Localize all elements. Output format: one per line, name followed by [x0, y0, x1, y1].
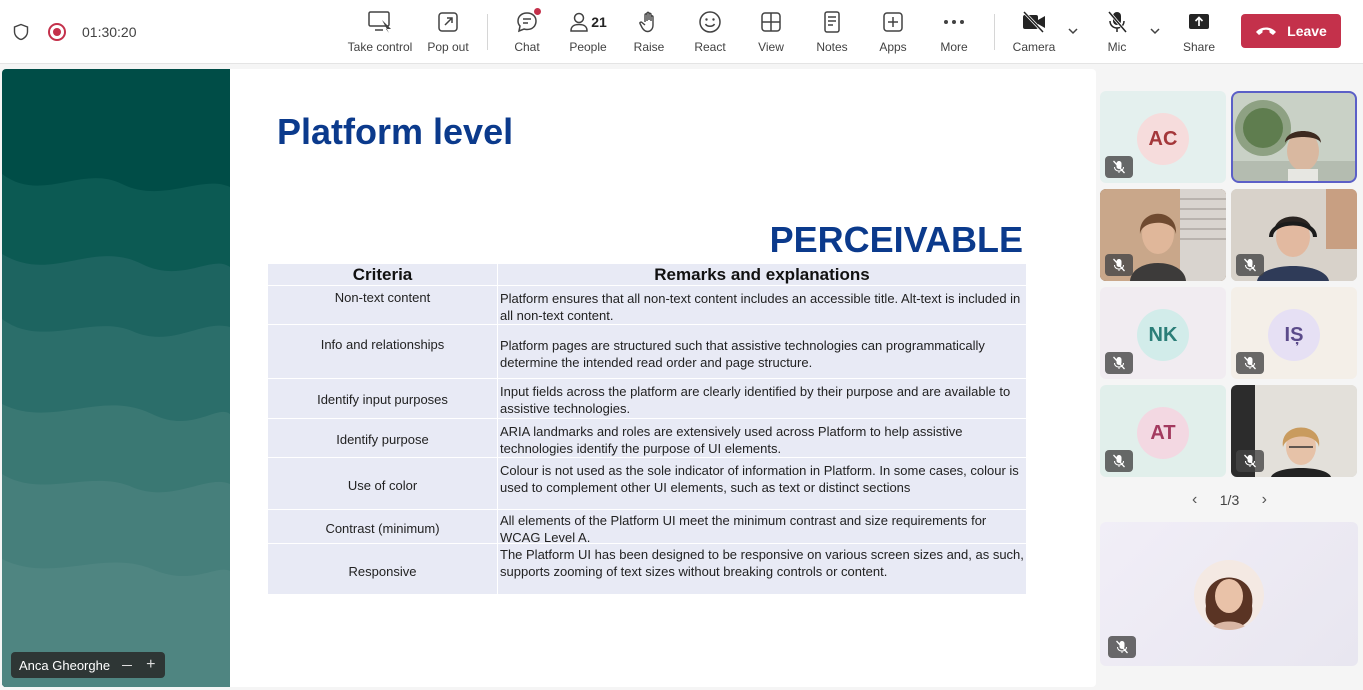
avatar: AC: [1137, 113, 1189, 165]
pop-out-icon: [437, 11, 459, 33]
unread-badge: [534, 8, 541, 15]
muted-mic-icon: [1108, 636, 1136, 658]
avatar: AT: [1137, 407, 1189, 459]
mic-label: Mic: [1107, 40, 1127, 54]
criteria-cell: Info and relationships: [268, 325, 498, 378]
table-row: [268, 419, 1026, 458]
more-dots-icon: [943, 19, 965, 25]
criteria-cell: Use of color: [268, 458, 498, 509]
shield-icon[interactable]: [12, 23, 30, 41]
remarks-cell: Platform pages are structured such that assistive technologies can programmatically determine the intended read order and page structure.: [500, 338, 985, 370]
take-control-button[interactable]: [347, 8, 413, 58]
camera-options-chevron-icon[interactable]: [1066, 24, 1080, 38]
muted-mic-icon: [1105, 156, 1133, 178]
table-row: [268, 544, 1026, 595]
mic-button[interactable]: [1085, 8, 1149, 58]
hand-icon: [638, 10, 660, 34]
participant-tile[interactable]: [1100, 287, 1226, 379]
muted-mic-icon: [1236, 254, 1264, 276]
meeting-toolbar: [0, 0, 1363, 64]
self-avatar: [1192, 558, 1266, 632]
avatar: NK: [1137, 309, 1189, 361]
leave-button[interactable]: [1241, 14, 1341, 48]
participant-tile[interactable]: [1100, 91, 1226, 183]
people-button[interactable]: [556, 8, 620, 58]
participant-tile[interactable]: [1231, 385, 1357, 477]
apps-label: Apps: [879, 40, 907, 54]
criteria-table: [268, 264, 1026, 595]
table-row: [268, 325, 1026, 379]
notes-label: Notes: [816, 40, 848, 54]
slide-wave-decoration: [2, 69, 230, 687]
criteria-cell: Responsive: [268, 544, 498, 594]
share-screen-icon: [1187, 11, 1211, 33]
table-row: [268, 379, 1026, 419]
muted-mic-icon: [1105, 254, 1133, 276]
remarks-cell: Input fields across the platform are clearly identified by their purpose and are available to assistive technologies.: [500, 384, 1011, 416]
share-button[interactable]: [1167, 8, 1231, 58]
people-icon: [569, 11, 589, 33]
more-button[interactable]: [922, 8, 986, 58]
participant-tile[interactable]: [1231, 287, 1357, 379]
criteria-cell: Identify input purposes: [268, 379, 498, 418]
muted-mic-icon: [1236, 450, 1264, 472]
expand-icon[interactable]: +: [146, 656, 156, 673]
grid-view-icon: [760, 11, 782, 33]
raise-label: Raise: [633, 40, 665, 54]
participant-video: [1233, 93, 1355, 181]
react-button[interactable]: [678, 8, 742, 58]
raise-hand-button[interactable]: [617, 8, 681, 58]
chat-label: Chat: [514, 40, 540, 54]
participant-tile[interactable]: [1231, 189, 1357, 281]
table-row: [268, 510, 1026, 544]
slide-title: Platform level: [277, 111, 514, 152]
slide-section-heading: PERCEIVABLE: [769, 219, 1023, 260]
hang-up-icon: [1255, 25, 1277, 37]
people-count: 21: [591, 14, 607, 30]
mic-off-icon: [1106, 10, 1128, 34]
column-header-remarks: Remarks and explanations: [654, 265, 870, 284]
remarks-cell: Platform ensures that all non-text content includes an accessible title. Alt-text is included in all non-text content.: [500, 291, 1021, 323]
camera-off-icon: [1021, 11, 1047, 33]
table-row: [268, 286, 1026, 325]
pop-out-button[interactable]: [416, 8, 480, 58]
take-control-label: Take control: [347, 40, 413, 54]
table-header: [268, 264, 1026, 286]
page-indicator: 1/3: [1219, 492, 1240, 508]
view-button[interactable]: [739, 8, 803, 58]
more-label: More: [940, 40, 968, 54]
toolbar-divider: [487, 14, 488, 50]
avatar: IȘ: [1268, 309, 1320, 361]
criteria-cell: Contrast (minimum): [268, 510, 498, 543]
remarks-cell: The Platform UI has been designed to be responsive on various screen sizes and, as such, supports zooming of text sizes without breaking controls or content.: [500, 547, 1024, 579]
notes-icon: [822, 10, 842, 34]
minimize-icon[interactable]: [122, 665, 132, 666]
smiley-icon: [698, 10, 722, 34]
remarks-cell: Colour is not used as the sole indicator of information in Platform. In some cases, colour is used to complement other UI elements, such as text or distinct sections: [500, 463, 1019, 495]
meeting-info: [12, 20, 137, 44]
take-control-icon: [367, 10, 393, 34]
criteria-cell: Identify purpose: [268, 419, 498, 457]
muted-mic-icon: [1105, 450, 1133, 472]
table-row: [268, 458, 1026, 510]
notes-button[interactable]: [800, 8, 864, 58]
toolbar-divider: [994, 14, 995, 50]
react-label: React: [694, 40, 726, 54]
muted-mic-icon: [1105, 352, 1133, 374]
remarks-cell: ARIA landmarks and roles are extensively used across Platform to help assistive technologies identify the purpose of UI elements.: [500, 424, 963, 456]
presenter-name-tag[interactable]: [11, 652, 165, 678]
meeting-timer: 01:30:20: [82, 24, 137, 40]
previous-page-chevron-icon[interactable]: ‹: [1192, 491, 1198, 508]
participant-tile-active-speaker[interactable]: [1233, 93, 1355, 181]
chat-button[interactable]: [495, 8, 559, 58]
camera-label: Camera: [1012, 40, 1056, 54]
add-app-icon: [882, 11, 904, 33]
camera-button[interactable]: [1002, 8, 1066, 58]
presenter-name: Anca Gheorghe: [19, 657, 111, 673]
pop-out-label: Pop out: [427, 40, 469, 54]
leave-label: Leave: [1287, 23, 1327, 39]
shared-content-stage: [2, 69, 1096, 687]
remarks-cell: All elements of the Platform UI meet the minimum contrast and size requirements for WCAG Level A.: [500, 513, 987, 545]
criteria-cell: Non-text content: [268, 286, 498, 324]
column-header-criteria: Criteria: [268, 264, 498, 285]
self-view-tile[interactable]: [1100, 522, 1358, 666]
apps-button[interactable]: [861, 8, 925, 58]
muted-mic-icon: [1236, 352, 1264, 374]
share-label: Share: [1182, 40, 1216, 54]
next-page-chevron-icon[interactable]: ›: [1261, 491, 1267, 508]
recording-icon: [48, 23, 66, 41]
participant-tile[interactable]: [1100, 385, 1226, 477]
people-label: People: [569, 40, 607, 54]
participant-pager: [1192, 490, 1267, 510]
view-label: View: [758, 40, 784, 54]
participant-tile[interactable]: [1100, 189, 1226, 281]
mic-options-chevron-icon[interactable]: [1148, 24, 1162, 38]
